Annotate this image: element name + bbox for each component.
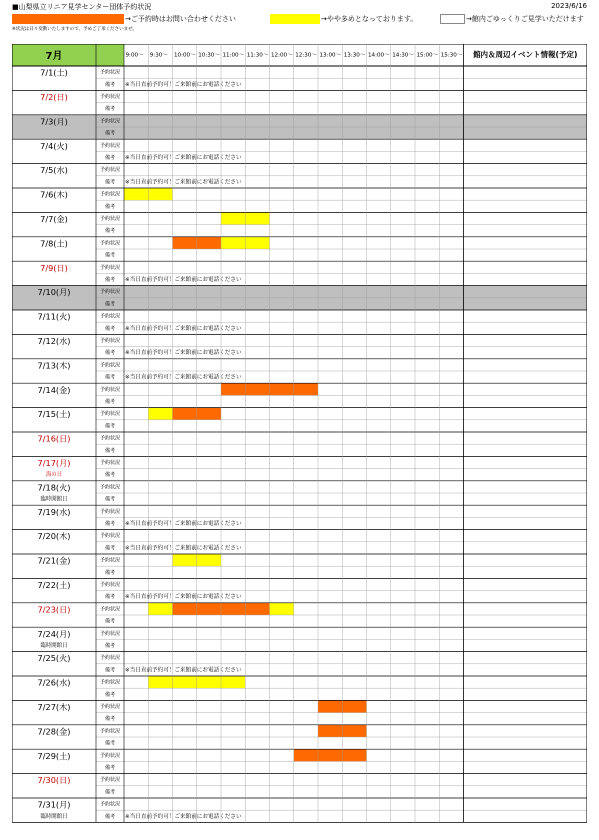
row-label-biko: 備考: [104, 618, 116, 625]
day-sublabel: 海の日: [45, 472, 63, 479]
day-date: 7/29(土): [37, 750, 71, 761]
row-label-yoyaku: 予約状況: [99, 69, 121, 76]
phone-note: ※当日直前予約可！ご来館前にお電話ください: [125, 521, 242, 527]
row-label-yoyaku: 予約状況: [99, 362, 121, 369]
update-date: 2023/6/16: [551, 2, 587, 10]
day-date: 7/15(土): [37, 409, 71, 420]
legend-swatch-yellow: [270, 14, 320, 24]
day-date: 7/17(月): [37, 458, 71, 468]
day-date: 7/22(土): [37, 580, 71, 590]
row-label-biko: 備考: [104, 716, 116, 723]
day-date: 7/26(水): [37, 677, 71, 688]
row-label-biko: 備考: [104, 691, 116, 698]
day-date: 7/5(水): [40, 165, 68, 176]
row-label-yoyaku: 予約状況: [99, 557, 121, 564]
phone-note: ※当日直前予約可！ご来館前にお電話ください: [125, 813, 242, 820]
row-label-yoyaku: 予約状況: [99, 240, 121, 247]
day-sublabel: 臨時開館日: [40, 813, 68, 820]
row-label-yoyaku: 予約状況: [99, 728, 121, 735]
row-label-biko: 備考: [104, 374, 116, 381]
time-slot-header: 13:00～: [319, 52, 342, 59]
day-date: 7/28(金): [37, 726, 71, 737]
day-date: 7/23(日): [37, 604, 71, 615]
row-label-biko: 備考: [104, 447, 116, 454]
reservation-slot: [294, 749, 367, 761]
row-label-biko: 備考: [104, 423, 116, 430]
row-label-yoyaku: 予約状況: [99, 752, 121, 759]
day-date: 7/30(日): [37, 775, 71, 786]
day-date: 7/2(日): [40, 92, 68, 102]
row-label-biko: 備考: [104, 521, 116, 527]
day-date: 7/21(金): [37, 555, 71, 566]
day-date: 7/25(火): [37, 653, 71, 664]
row-label-biko: 備考: [104, 252, 116, 259]
phone-note: ※当日直前予約可！ご来館前にお電話ください: [125, 325, 242, 332]
row-label-biko: 備考: [104, 765, 116, 771]
row-label-biko: 備考: [104, 81, 116, 88]
row-label-biko: 備考: [104, 179, 116, 186]
row-label-biko: 備考: [104, 667, 116, 674]
day-date: 7/4(火): [40, 140, 68, 151]
day-date: 7/19(水): [37, 506, 71, 517]
row-label-yoyaku: 予約状況: [99, 630, 121, 637]
phone-note: ※当日直前予約可！ご来館前にお電話ください: [125, 179, 242, 186]
day-sublabel: 臨時開館日: [40, 643, 68, 649]
row-label-biko: 備考: [104, 203, 116, 210]
schedule-table: [12, 44, 587, 824]
day-date: 7/8(土): [40, 238, 68, 249]
time-slot-header: 14:30～: [392, 52, 414, 59]
day-date: 7/1(土): [40, 67, 68, 78]
row-label-yoyaku: 予約状況: [99, 167, 121, 174]
time-slot-header: 10:30～: [198, 52, 220, 59]
row-label-yoyaku: 予約状況: [99, 582, 121, 588]
row-label-yoyaku: 予約状況: [99, 508, 121, 515]
day-date: 7/14(金): [37, 384, 71, 395]
day-date: 7/10(月): [37, 287, 71, 298]
legend-text-yellow: →やや多めとなっております。: [321, 15, 418, 23]
row-label-yoyaku: 予約状況: [99, 118, 121, 125]
reservation-slot: [270, 603, 294, 615]
row-label-biko: 備考: [104, 228, 116, 235]
row-label-yoyaku: 予約状況: [99, 216, 121, 222]
row-label-biko: 備考: [104, 740, 116, 747]
day-date: 7/3(月): [40, 116, 68, 127]
time-slot-header: 11:30～: [246, 52, 269, 59]
time-slot-header: 9:30～: [149, 52, 168, 59]
legend-swatch-white: [440, 14, 465, 24]
day-date: 7/9(日): [40, 262, 68, 273]
phone-note: ※当日直前予約可！ご来館前にお電話ください: [125, 350, 242, 357]
day-date: 7/13(木): [37, 360, 71, 371]
time-slot-header: 12:30～: [295, 52, 317, 59]
row-label-biko: 備考: [104, 545, 116, 552]
reservation-slot: [148, 603, 172, 615]
row-label-yoyaku: 予約状況: [99, 94, 121, 100]
row-label-biko: 備考: [104, 155, 116, 161]
day-date: 7/16(日): [37, 433, 71, 444]
row-label-yoyaku: 予約状況: [99, 777, 121, 784]
row-label-yoyaku: 予約状況: [99, 411, 121, 418]
row-label-biko: 備考: [104, 325, 116, 332]
legend: [12, 14, 587, 24]
reservation-slot: [148, 408, 172, 420]
row-label-biko: 備考: [104, 106, 116, 113]
row-label-yoyaku: 予約状況: [99, 191, 121, 198]
time-slot-header: 12:00～: [271, 52, 293, 59]
row-label-yoyaku: 予約状況: [99, 435, 121, 442]
day-date: 7/27(木): [37, 702, 71, 712]
row-label-biko: 備考: [104, 399, 116, 405]
row-label-yoyaku: 予約状況: [99, 338, 121, 344]
month-header-spacer: [96, 44, 124, 66]
row-label-yoyaku: 予約状況: [99, 264, 121, 271]
row-label-yoyaku: 予約状況: [99, 606, 121, 613]
row-label-biko: 備考: [104, 594, 116, 601]
row-label-yoyaku: 予約状況: [99, 289, 121, 296]
row-label-biko: 備考: [104, 569, 116, 576]
month-label: 7月: [45, 51, 63, 62]
time-slot-header: 9:00～: [125, 52, 144, 59]
row-label-yoyaku: 予約状況: [99, 801, 121, 808]
row-label-yoyaku: 予約状況: [99, 533, 121, 540]
disclaimer-note: ※状況は日々変動いたしますので、予めご了承くださいませ。: [12, 27, 138, 32]
phone-note: ※当日直前予約可！ご来館前にお電話ください: [125, 545, 242, 552]
day-sublabel: 臨時開館日: [40, 496, 68, 503]
phone-note: ※当日直前予約可！ご来館前にお電話ください: [125, 667, 242, 674]
day-date: 7/7(金): [40, 214, 68, 224]
row-label-biko: 備考: [104, 130, 116, 137]
day-date: 7/20(木): [37, 531, 71, 542]
row-label-biko: 備考: [104, 350, 116, 357]
time-slot-header: 15:30～: [440, 52, 463, 59]
day-date: 7/11(火): [37, 311, 71, 322]
phone-note: ※当日直前予約可！ご来館前にお電話ください: [125, 594, 242, 601]
day-date: 7/18(火): [37, 482, 71, 493]
day-date: 7/31(月): [37, 799, 71, 810]
legend-swatch-orange: [12, 14, 124, 24]
row-label-biko: 備考: [104, 813, 116, 820]
page-title: ■山梨県立リニア見学センター団体予約状況: [12, 3, 152, 11]
time-slot-header: 15:00～: [416, 52, 439, 59]
time-slot-header: 14:00～: [368, 52, 390, 59]
row-label-biko: 備考: [104, 301, 116, 308]
row-label-yoyaku: 予約状況: [99, 313, 121, 320]
event-header: 館内＆周辺イベント情報(予定): [473, 50, 578, 59]
time-slot-header: 10:00～: [174, 52, 196, 59]
row-label-biko: 備考: [104, 789, 116, 796]
row-label-yoyaku: 予約状況: [99, 484, 121, 491]
row-label-biko: 備考: [104, 496, 116, 503]
legend-text-orange: →ご予約時はお問い合わせください: [125, 15, 236, 23]
phone-note: ※当日直前予約可！ご来館前にお電話ください: [125, 155, 242, 161]
row-label-yoyaku: 予約状況: [99, 679, 121, 686]
phone-note: ※当日直前予約可！ご来館前にお電話ください: [125, 277, 242, 283]
row-label-biko: 備考: [104, 643, 116, 649]
row-label-biko: 備考: [104, 472, 116, 479]
row-label-yoyaku: 予約状況: [99, 704, 121, 710]
legend-text-white: →館内ごゆっくりご見学いただけます: [466, 15, 584, 23]
day-date: 7/6(木): [40, 189, 68, 200]
row-label-biko: 備考: [104, 277, 116, 283]
day-date: 7/12(水): [37, 336, 71, 346]
phone-note: ※当日直前予約可！ご来館前にお電話ください: [125, 374, 242, 381]
phone-note: ※当日直前予約可！ご来館前にお電話ください: [125, 81, 242, 88]
row-label-yoyaku: 予約状況: [99, 142, 121, 149]
row-label-yoyaku: 予約状況: [99, 386, 121, 393]
time-slot-header: 11:00～: [222, 52, 245, 59]
day-date: 7/24(月): [37, 628, 71, 639]
row-label-yoyaku: 予約状況: [99, 460, 121, 466]
time-slot-header: 13:30～: [343, 52, 366, 59]
row-label-yoyaku: 予約状況: [99, 655, 121, 662]
